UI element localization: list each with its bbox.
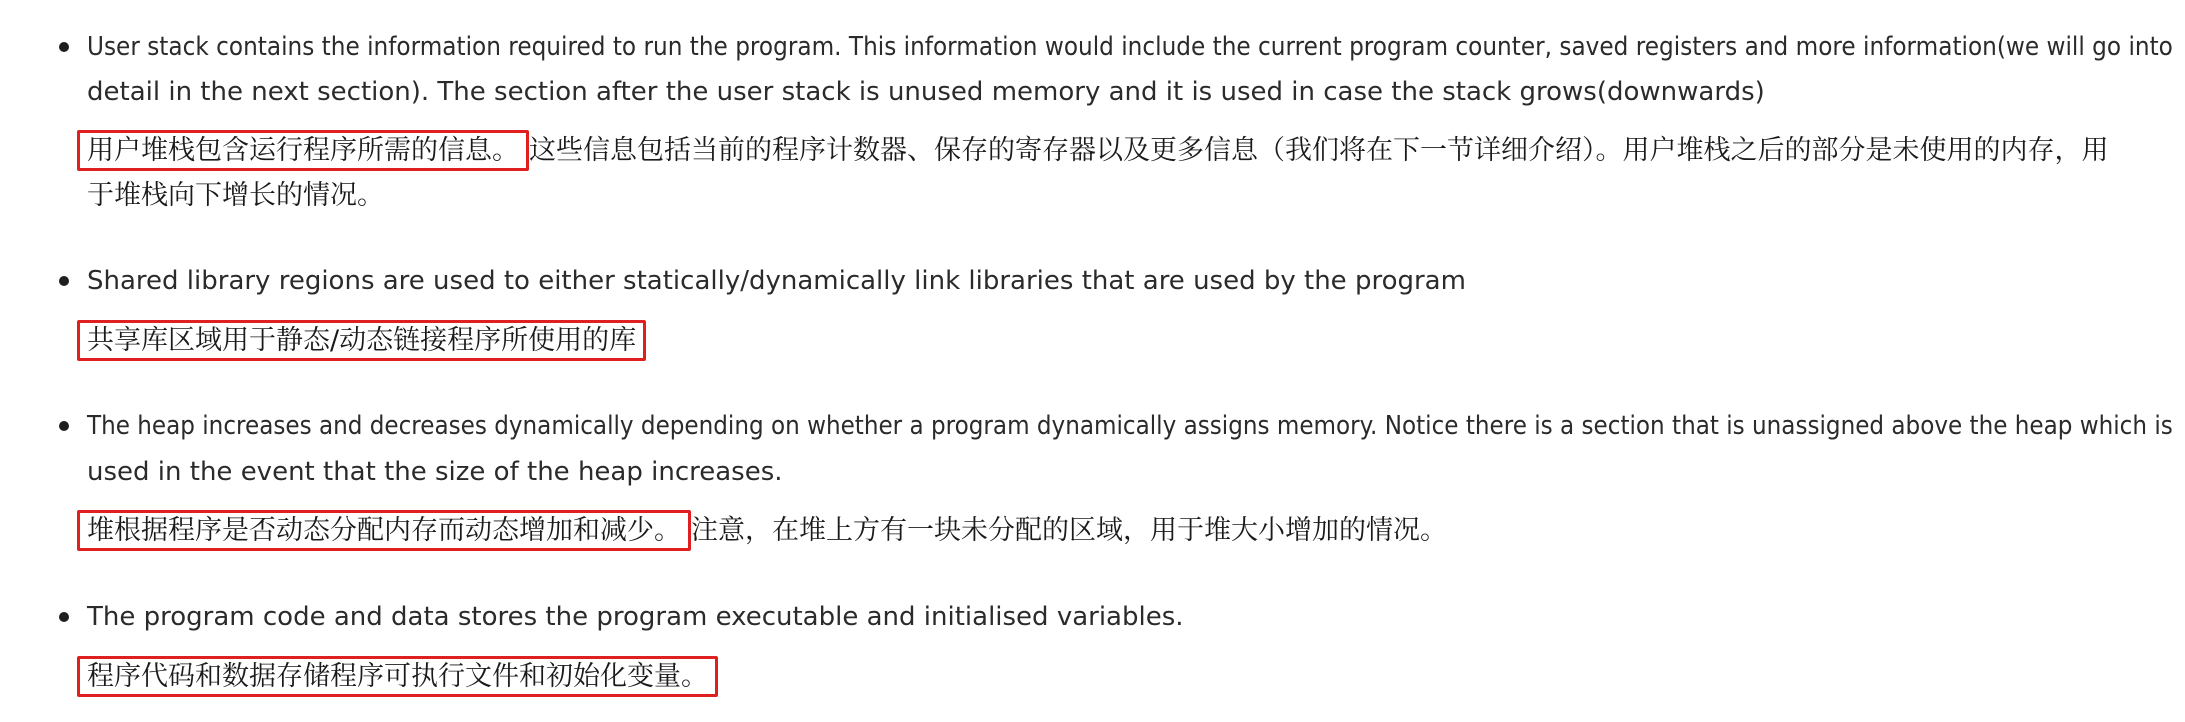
chinese-translation [87, 508, 1447, 554]
highlighted-translation: 程序代码和数据存储程序可执行文件和初始化变量。 [77, 656, 718, 697]
highlighted-translation: 共享库区域用于静态/动态链接程序所使用的库 [77, 320, 646, 361]
chinese-translation [87, 128, 2109, 174]
bullet-dot [59, 421, 69, 431]
chinese-translation-continued: 于堆栈向下增长的情况。 [87, 180, 384, 211]
english-text-line: The heap increases and decreases dynamically depending on whether a program dynamically assigns memory. Notice there is a section that is unassigned above the heap which is [87, 411, 2173, 441]
english-text-line: User stack contains the information required to run the program. This information would include the current program counter, saved registers and more information(we will go into [87, 32, 2173, 62]
english-text-line: The program code and data stores the program executable and initialised variables. [87, 602, 1184, 632]
highlighted-translation: 用户堆栈包含运行程序所需的信息。 [77, 130, 529, 171]
bullet-dot [59, 42, 69, 52]
english-text-line: detail in the next section). The section after the user stack is unused memory and it is used in case the stack grows(downwards) [87, 77, 1765, 107]
chinese-translation [87, 318, 646, 364]
bullet-dot [59, 276, 69, 286]
chinese-translation [87, 654, 718, 700]
english-text-line: used in the event that the size of the heap increases. [87, 457, 783, 487]
english-text-line: Shared library regions are used to either statically/dynamically link libraries that are used by the program [87, 266, 1466, 296]
bullet-dot [59, 612, 69, 622]
highlighted-translation: 堆根据程序是否动态分配内存而动态增加和减少。 [77, 510, 691, 551]
translation-rest: 这些信息包括当前的程序计数器、保存的寄存器以及更多信息（我们将在下一节详细介绍）。用户堆栈之后的部分是未使用的内存，用 [529, 135, 2109, 166]
translation-rest: 注意，在堆上方有一块未分配的区域，用于堆大小增加的情况。 [691, 515, 1447, 546]
